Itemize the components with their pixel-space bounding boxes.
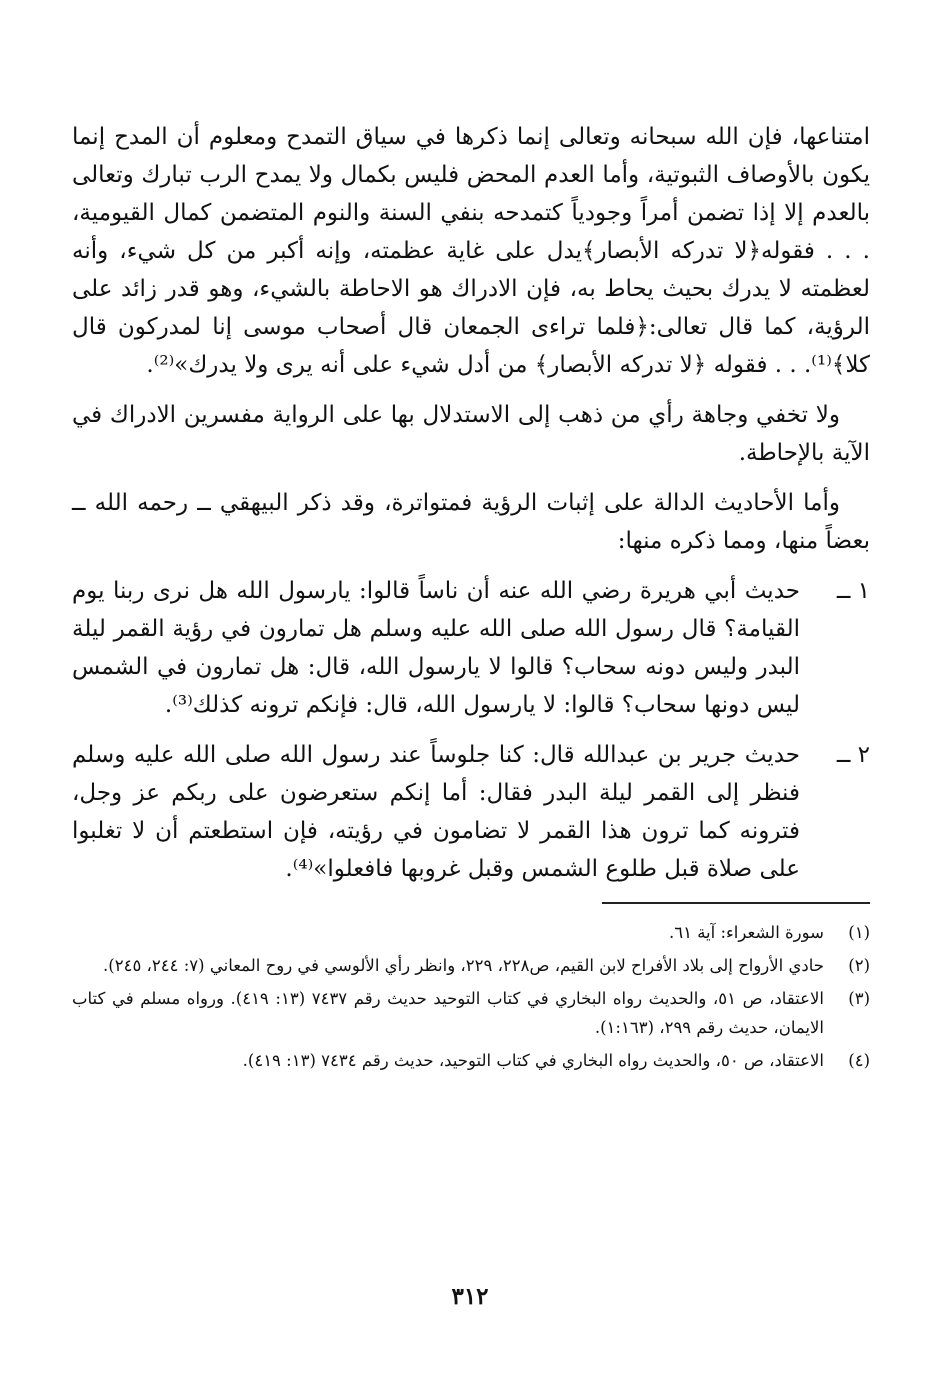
footnote-text: حادي الأرواح إلى بلاد الأفراح لابن القيم، ص٢٢٨، ٢٢٩، وانظر رأي الألوسي في روح المعاني (٧: ٢٤٤، ٢٤٥). — [103, 956, 824, 975]
footnote-text: سورة الشعراء: آية ٦١. — [668, 923, 824, 942]
paragraph-1: امتناعها، فإن الله سبحانه وتعالى إنما ذكرها في سياق التمدح ومعلوم أن المدح إنما يكون بالأوصاف الثبوتية، وأما العدم المحض فليس بكمال ولا يمدح الرب تبارك وتعالى بالعدم إلا إذا تضمن أمراً وجودياً كتمدحه بنفي السنة والنوم المتضمن كمال القيومية، . . . فقوله﴿لا تدركه الأبصار﴾يدل على غاية عظمته، وإنه أكبر من كل شيء، وأنه لعظمته لا يدرك بحيث يحاط به، فإن الادراك هو الاحاطة بالشيء، وهو قدر زائد على الرؤية، كما قال تعالى:﴿فلما تراءى الجمعان قال أصحاب موسى إنا لمدركون قال كلا﴾⁽¹⁾. . . فقوله ﴿لا تدركه الأبصار﴾ من أدل شيء على أنه يرى ولا يدرك»⁽²⁾. — [72, 124, 870, 378]
footnote-text: الاعتقاد، ص ٥١، والحديث رواه البخاري في كتاب التوحيد حديث رقم ٧٤٣٧ (١٣: ٤١٩). ورواه مسلم في كتاب الايمان، حديث رقم ٢٩٩، (١:١٦٣). — [72, 989, 824, 1037]
page-content — [72, 118, 870, 1079]
hadith-item-2 — [72, 736, 870, 888]
footnote-marker: (٤) — [848, 1051, 870, 1070]
footnote-divider — [602, 902, 870, 904]
page-number: ٣١٢ — [451, 1283, 489, 1310]
footnote-2 — [72, 951, 870, 980]
footnote-marker: (١) — [848, 923, 870, 942]
footnote-3 — [72, 984, 870, 1042]
footnote-4 — [72, 1046, 870, 1075]
paragraph-3: وأما الأحاديث الدالة على إثبات الرؤية فمتواترة، وقد ذكر البيهقي ــ رحمه الله ــ بعضاً منها، ومما ذكره منها: — [72, 490, 870, 554]
footnote-marker: (٢) — [848, 956, 870, 975]
hadith-number: ١ ــ — [836, 578, 870, 604]
hadith-text: حديث جرير بن عبدالله قال: كنا جلوساً عند رسول الله صلى الله عليه وسلم فنظر إلى القمر ليلة البدر فقال: أما إنكم ستعرضون على ربكم عز وجل، فترونه كما ترون هذا القمر لا تضامون في رؤيته، فإن استطعتم أن لا تغلبوا على صلاة قبل طلوع الشمس وقبل غروبها فافعلوا»⁽⁴⁾. — [72, 742, 800, 882]
paragraph-2: ولا تخفي وجاهة رأي من ذهب إلى الاستدلال بها على الرواية مفسرين الادراك في الآية بالإحاطة. — [72, 402, 870, 466]
footnote-marker: (٣) — [848, 989, 870, 1008]
hadith-item-1 — [72, 572, 870, 724]
footnote-1 — [72, 918, 870, 947]
footnote-text: الاعتقاد، ص ٥٠، والحديث رواه البخاري في كتاب التوحيد، حديث رقم ٧٤٣٤ (١٣: ٤١٩). — [242, 1051, 824, 1070]
hadith-text: حديث أبي هريرة رضي الله عنه أن ناساً قالوا: يارسول الله هل نرى ربنا يوم القيامة؟ قال رسول الله صلى الله عليه وسلم هل تمارون في رؤية القمر ليلة البدر وليس دونه سحاب؟ قالوا لا يارسول الله، قال: هل تمارون في الشمس ليس دونها سحاب؟ قالوا: لا يارسول الله، قال: فإنكم ترونه كذلك⁽³⁾. — [72, 578, 800, 718]
hadith-number: ٢ ــ — [836, 742, 870, 768]
